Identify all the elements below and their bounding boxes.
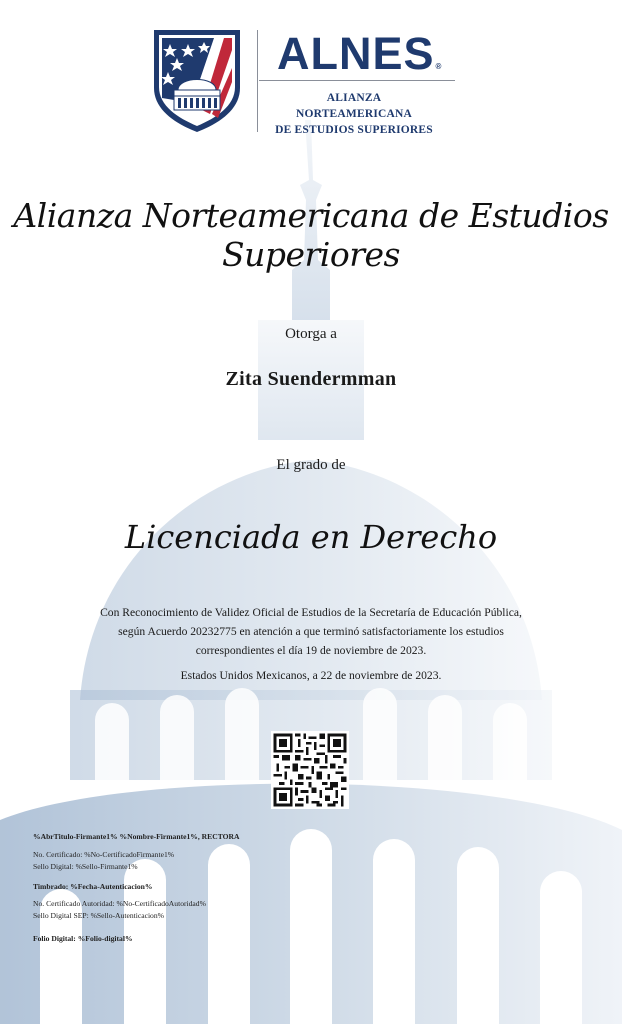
logo-divider: [257, 30, 258, 132]
brand-subtitle-line2: DE ESTUDIOS SUPERIORES: [275, 124, 433, 136]
degree-label: El grado de: [276, 457, 346, 473]
institution-logo: [152, 28, 472, 136]
registered-mark: ®: [435, 62, 443, 71]
recognition-text: Con Reconocimiento de Validez Oficial de Estudios de la Secretaría de Educación Pública, según Acuerdo 20232775 en atención a que terminó satisfactoriamente los estudios correspondientes el día 19 de noviembre de 2023.: [100, 606, 522, 657]
institution-script-title: Alianza Norteamericana de Estudios Superiores: [13, 196, 609, 274]
brand-subtitle: [274, 90, 434, 138]
signer-line: %AbrTitulo-Firmante1% %Nombre-Firmante1%, RECTORA: [33, 832, 240, 841]
qr-code-icon[interactable]: [271, 731, 349, 809]
degree-name: Licenciada en Derecho: [124, 518, 498, 556]
signer-certificate-number: No. Certificado: %No-CertificadoFirmante1%: [33, 850, 175, 859]
digital-folio: Folio Digital: %Folio-digital%: [33, 934, 133, 943]
brand-rule: [259, 80, 455, 81]
recipient-name: Zita Suendermman: [225, 368, 397, 390]
sep-digital-seal: Sello Digital SEP: %Sello-Autenticacion%: [33, 911, 164, 920]
grant-label: Otorga a: [285, 326, 337, 342]
brand-name: ALNES®: [277, 28, 443, 79]
signer-digital-seal: Sello Digital: %Sello-Firmante1%: [33, 862, 138, 871]
timbrado: Timbrado: %Fecha-Autenticacion%: [33, 882, 153, 891]
brand-subtitle-line1: ALIANZA NORTEAMERICANA: [295, 92, 413, 120]
place-date: Estados Unidos Mexicanos, a 22 de noviembre de 2023.: [180, 669, 442, 682]
authority-certificate-number: No. Certificado Autoridad: %No-CertificadoAutoridad%: [33, 899, 206, 908]
shield-logo-icon: [152, 28, 242, 134]
